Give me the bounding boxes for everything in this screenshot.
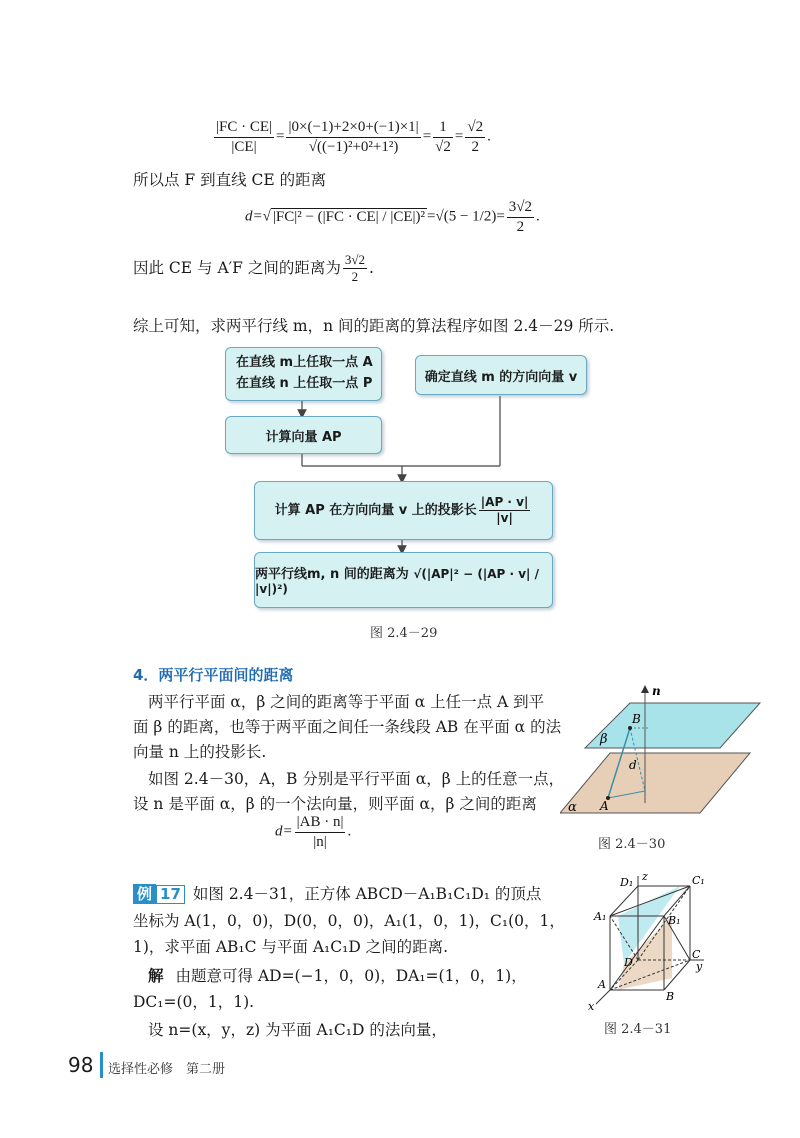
label-d: d (629, 758, 637, 772)
frac-num: |AB · n| (295, 813, 346, 833)
label-b1: B₁ (668, 914, 681, 927)
text-conclusion: 因此 CE 与 A′F 之间的距离为 $\frac{3√2}{2}$ . (133, 252, 374, 285)
flow-box-projection-length (254, 481, 553, 540)
frac-den: |CE| (231, 138, 257, 155)
para-line: 设 n 是平面 α，β 的一个法向量，则平面 α，β 之间的距离 (133, 795, 537, 813)
label-a1: A₁ (594, 910, 607, 923)
example-number: 17 (156, 885, 185, 904)
point-b (628, 726, 632, 730)
frac-den: |n| (313, 833, 327, 850)
caption-figure-31: 图 2.4－31 (604, 1022, 672, 1037)
label-y: y (696, 960, 703, 973)
label-d1: D₁ (620, 876, 634, 889)
para-line: 向量 n 上的投影长. (133, 743, 267, 761)
frac-den: 2 (351, 269, 359, 285)
flow-box-line (255, 563, 552, 597)
flow-box-distance-result (254, 552, 553, 608)
page-number: 98 (68, 1053, 94, 1077)
formula-end: . (487, 128, 491, 145)
label-b: B (632, 712, 641, 726)
example-17-line-1 (133, 882, 541, 904)
flow-box-line: 确定直线 m 的方向向量 v (424, 369, 578, 385)
footer-divider (100, 1052, 103, 1078)
formula-distance-d: d=√ |FC|² − (|FC · CE| / |CE|)² =√(5 − 1/2)= $\frac{3√2}{2}$ . (245, 199, 540, 235)
flow-box-prefix: 两平行线m, n 间的距离为 (255, 567, 409, 582)
label-beta: β (600, 732, 608, 747)
formula-end: . (347, 823, 352, 840)
plane-alpha (560, 753, 750, 813)
text-point-f-distance: 所以点 F 到直线 CE 的距离 (133, 171, 327, 189)
label-alpha: α (568, 800, 577, 815)
frac-den: 2 (516, 218, 525, 235)
flow-box-compute-ap (225, 416, 382, 454)
label-a: A (598, 978, 606, 991)
solution-line-1 (148, 964, 527, 986)
label-z: z (642, 872, 648, 883)
para-line: 面 β 的距离，也等于两平面之间任一条线段 AB 在平面 α 的法 (133, 718, 562, 736)
flow-box-line: 计算向量 AP (265, 429, 342, 445)
frac-den: √((−1)²+0²+1²) (308, 138, 399, 155)
flow-box-line (275, 495, 533, 526)
frac-den: 2 (471, 138, 479, 155)
conclusion-prefix: 因此 CE 与 A′F 之间的距离为 (133, 258, 341, 277)
flow-box-formula: √(|AP|² − (|AP · v| / |v|)²) (255, 567, 539, 596)
formula-end: . (536, 208, 540, 225)
para-line: 如图 2.4－30，A，B 分别是平行平面 α，β 上的任意一点， (148, 770, 565, 788)
frac-num: 1 (433, 118, 453, 138)
flow-box-direction-vector (415, 355, 587, 395)
formula-lhs: d= (245, 208, 263, 225)
flow-box-fraction (479, 495, 531, 526)
solution-text: 由题意可得 AD=(−1，0，0)，DA₁=(1，0，1)， (175, 967, 527, 985)
figure-parallel-planes (560, 683, 770, 823)
formula-plane-distance (275, 813, 351, 852)
frac-num: 3√2 (343, 252, 367, 269)
frac-num: 3√2 (507, 198, 534, 218)
flow-box-line: 在直线 n 上任取一点 P (236, 376, 373, 391)
axis-x (596, 990, 610, 1004)
section-heading: 4．两平行平面间的距离 (133, 666, 294, 684)
formula-lhs: d= (275, 823, 293, 840)
label-c: C (692, 948, 701, 961)
frac-num: √2 (465, 118, 485, 138)
caption-figure-29: 图 2.4－29 (370, 626, 438, 641)
example-label: 例 (133, 884, 156, 904)
frac-num: |FC · CE| (214, 118, 274, 138)
label-x: x (588, 1000, 595, 1012)
example-line: 坐标为 A(1，0，0)，D(0，0，0)，A₁(1，0，1)，C₁(0，1， (133, 912, 565, 930)
formula-sqrt-inner: |FC|² − (|FC · CE| / |CE|)² (272, 208, 426, 225)
formula-fraction (295, 813, 346, 852)
frac-num: |AP · v| (480, 495, 529, 509)
label-b: B (666, 990, 675, 1003)
frac-num: |0×(−1)+2×0+(−1)×1| (286, 118, 420, 138)
frac-den: √2 (435, 138, 451, 155)
solution-line: DC₁=(0，1，1). (133, 993, 255, 1011)
plane-beta (585, 703, 760, 748)
label-d: D (624, 956, 633, 969)
book-title: 选择性必修 第二册 (108, 1062, 226, 1077)
label-a: A (600, 799, 609, 813)
text-summary: 综上可知，求两平行线 m，n 间的距离的算法程序如图 2.4－29 所示. (133, 317, 615, 335)
flow-box-prefix: 计算 AP 在方向向量 v 上的投影长 (274, 503, 477, 518)
example-text: 如图 2.4－31，正方体 ABCD－A₁B₁C₁D₁ 的顶点 (192, 885, 542, 903)
solution-line: 设 n=(x，y，z) 为平面 A₁C₁D 的法向量， (148, 1021, 447, 1039)
solution-label: 解 (148, 967, 164, 985)
frac-den: |v| (496, 511, 513, 525)
normal-arrow (641, 685, 649, 693)
formula-mid: =√(5 − 1/2) (427, 208, 497, 225)
figure-cube (580, 872, 710, 1012)
formula-fc-ce-projection: $\frac{|FC \cdot CE|}{|CE|}$ = $\frac{|0\times(-1)+2\times 0+(-1)\times 1|}{\text{√((−1)²+0²+1²)}}$ = $\frac{1}{√2}$ = $\frac{√2}{2}$ . (216, 119, 491, 155)
label-c1: C₁ (692, 874, 705, 887)
flow-box-pick-points (225, 347, 382, 401)
flow-box-line: 在直线 m上任取一点 A (236, 355, 373, 371)
caption-figure-30: 图 2.4－30 (598, 837, 666, 852)
example-line: 1)，求平面 AB₁C 与平面 A₁C₁D 之间的距离. (133, 938, 449, 956)
para-line: 两平行平面 α，β 之间的距离等于平面 α 上任一点 A 到平 (148, 693, 545, 711)
label-n: n (652, 684, 661, 698)
